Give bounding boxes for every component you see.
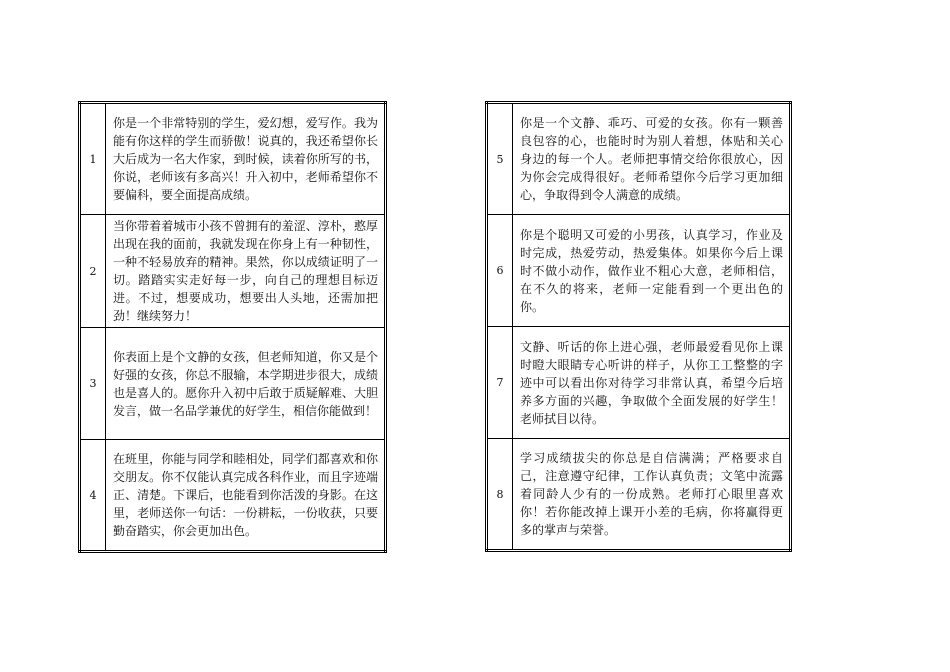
row-number: 3	[80, 328, 106, 440]
comment-text: 你是一个文静、乖巧、可爱的女孩。你有一颗善良包容的心，也能时时为别人着想，体贴和关心身边的每一个人。老师把事情交给你很放心，因为你会完成得很好。老师希望你今后学习更加细心，争取得到令人满意的成绩。	[513, 103, 791, 215]
row-number: 5	[487, 103, 513, 215]
table-row	[80, 440, 386, 552]
comment-text: 学习成绩拔尖的你总是自信满满；严格要求自己，注意遵守纪律，工作认真负责；文笔中流露着同龄人少有的一份成熟。老师打心眼里喜欢你！若你能改掉上课开小差的毛病，你将赢得更多的掌声与荣誉。	[513, 439, 791, 551]
table-row	[80, 328, 386, 440]
comment-text: 你是一个非常特别的学生，爱幻想，爱写作。我为能有你这样的学生而骄傲！说真的，我还希望你长大后成为一名大作家，到时候，读着你所写的书，你说，老师该有多高兴！升入初中，老师希望你不要偏科，要全面提高成绩。	[106, 103, 386, 215]
row-number: 2	[80, 215, 106, 328]
table-row	[487, 215, 791, 327]
comments-table-right	[485, 101, 792, 552]
table-row	[80, 103, 386, 215]
table-row	[487, 439, 791, 551]
comment-text: 你表面上是个文静的女孩，但老师知道，你又是个好强的女孩，你总不服输，本学期进步很大，成绩也是喜人的。愿你升入初中后敢于质疑解难、大胆发言，做一名品学兼优的好学生，相信你能做到！	[106, 328, 386, 440]
comment-text: 你是个聪明又可爱的小男孩，认真学习，作业及时完成，热爱劳动，热爱集体。如果你今后上课时不做小动作，做作业不粗心大意，老师相信，在不久的将来，老师一定能看到一个更出色的你。	[513, 215, 791, 327]
row-number: 1	[80, 103, 106, 215]
row-number: 6	[487, 215, 513, 327]
table-row	[80, 215, 386, 328]
comment-text: 当你带着着城市小孩不曾拥有的羞涩、淳朴，憨厚出现在我的面前，我就发现在你身上有一种韧性，一种不轻易放弃的精神。果然，你以成绩证明了一切。踏踏实实走好每一步，向自己的理想目标迈进。不过，想要成功，想要出人头地，还需加把劲！继续努力！	[106, 215, 386, 328]
table-row	[487, 327, 791, 439]
comment-text: 文静、听话的你上进心强，老师最爱看见你上课时瞪大眼睛专心听讲的样子，从你工工整整的字迹中可以看出你对待学习非常认真，希望今后培养多方面的兴趣，争取做个全面发展的好学生！老师拭目以待。	[513, 327, 791, 439]
table-row	[487, 103, 791, 215]
comments-table-left	[78, 101, 387, 553]
comment-text: 在班里，你能与同学和睦相处，同学们都喜欢和你交朋友。你不仅能认真完成各科作业，而且字迹端正、清楚。下课后，也能看到你活泼的身影。在这里，老师送你一句话：一份耕耘，一份收获，只要勤奋踏实，你会更加出色。	[106, 440, 386, 552]
row-number: 4	[80, 440, 106, 552]
row-number: 7	[487, 327, 513, 439]
row-number: 8	[487, 439, 513, 551]
